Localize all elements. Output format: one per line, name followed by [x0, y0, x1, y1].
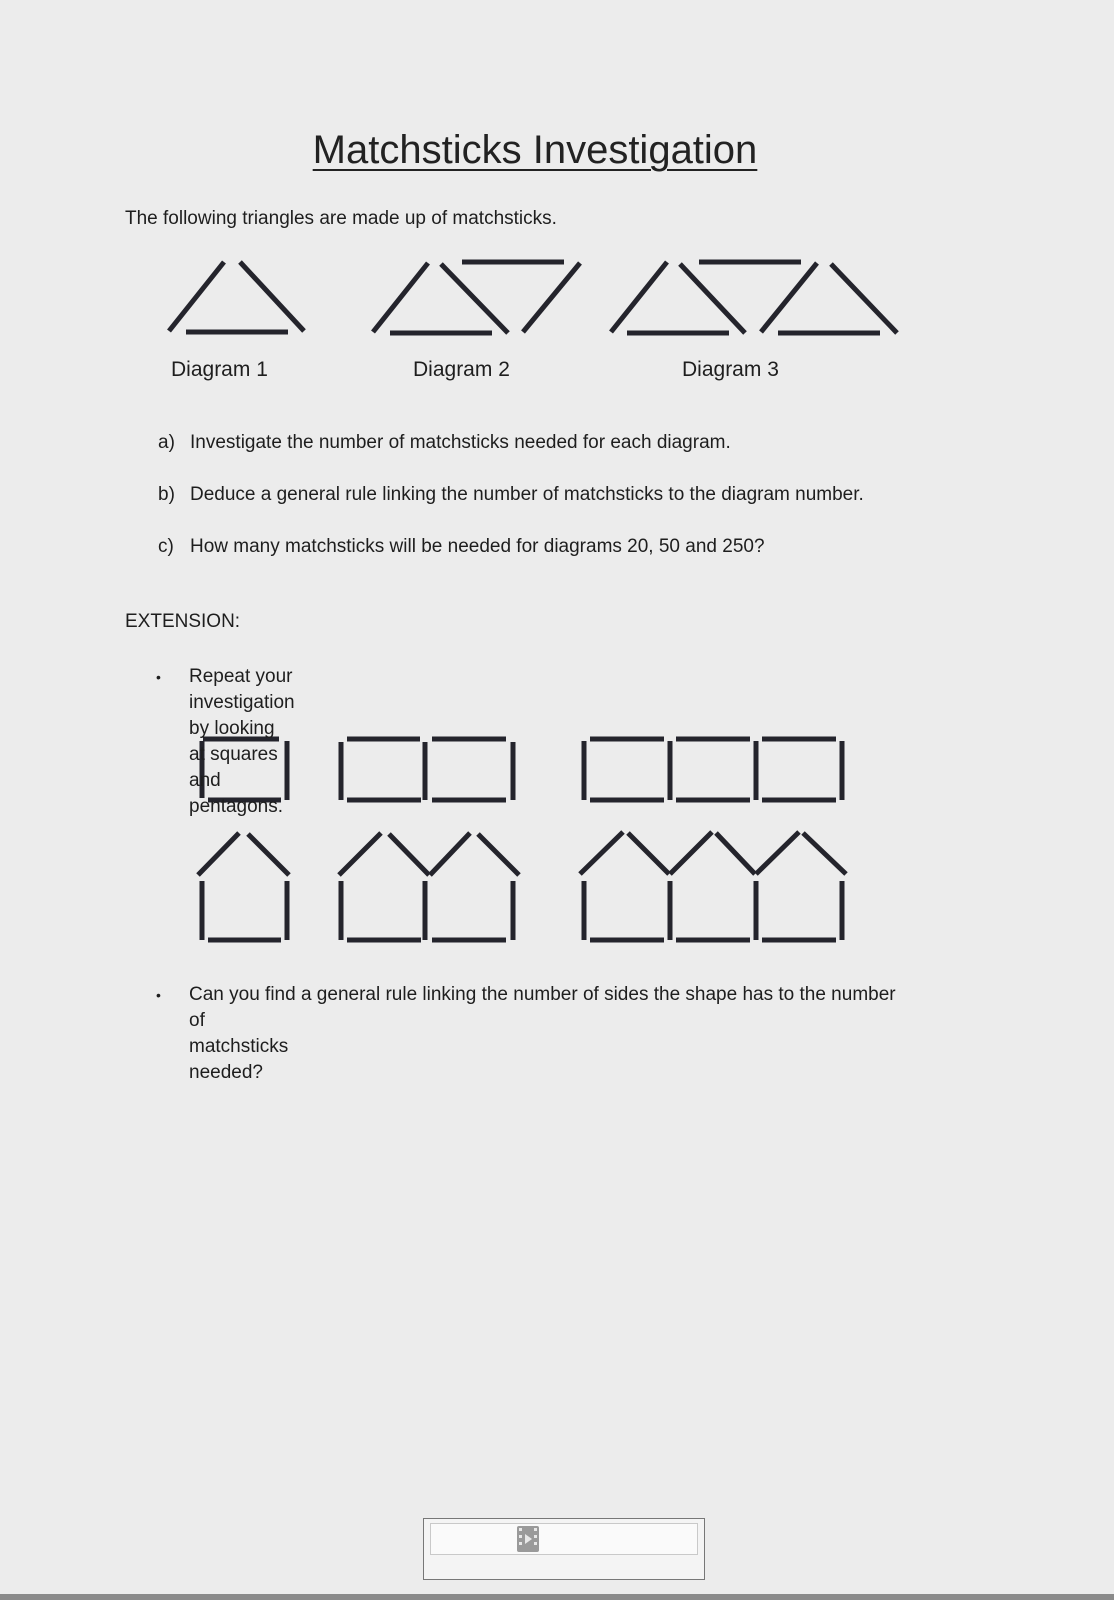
pentagon-diagram-2 — [339, 833, 519, 940]
question-letter: c) — [158, 536, 174, 557]
question-c — [158, 536, 765, 558]
diagram-2-label: Diagram 2 — [413, 358, 510, 381]
pentagon-diagram-1 — [198, 833, 289, 940]
question-text: Investigate the number of matchsticks needed for each diagram. — [190, 432, 731, 453]
square-diagram-3 — [584, 739, 842, 800]
question-letter: a) — [158, 432, 175, 453]
question-a — [158, 432, 731, 454]
question-letter: b) — [158, 484, 175, 505]
triangle-diagram-2 — [373, 262, 580, 333]
diagram-3-label: Diagram 3 — [682, 358, 779, 381]
pentagon-diagram-3 — [580, 832, 846, 940]
question-text: How many matchsticks will be needed for diagrams 20, 50 and 250? — [190, 536, 765, 557]
intro-text: The following triangles are made up of matchsticks. — [125, 208, 557, 229]
bullet-text: Can you find a general rule linking the number of sides the shape has to the number — [189, 984, 896, 1005]
question-b — [158, 484, 864, 506]
bullet-icon: • — [156, 987, 161, 1003]
bullet-text: Repeat your investigation by looking at squares and pentagons. — [189, 666, 295, 817]
embedded-media-frame[interactable] — [423, 1518, 705, 1580]
page-title: Matchsticks Investigation — [312, 128, 758, 172]
triangle-diagram-1 — [169, 262, 304, 332]
bullet-text-continued: of matchsticks needed? — [189, 1010, 289, 1083]
film-icon — [515, 1524, 541, 1554]
scan-edge — [0, 1594, 1114, 1600]
square-diagram-2 — [341, 739, 513, 800]
extension-heading: EXTENSION: — [125, 611, 241, 632]
triangle-diagram-3 — [611, 262, 897, 333]
media-placeholder — [430, 1523, 698, 1555]
question-text: Deduce a general rule linking the number of matchsticks to the diagram number. — [190, 484, 864, 505]
bullet-icon: • — [156, 669, 161, 685]
diagram-1-label: Diagram 1 — [171, 358, 268, 381]
